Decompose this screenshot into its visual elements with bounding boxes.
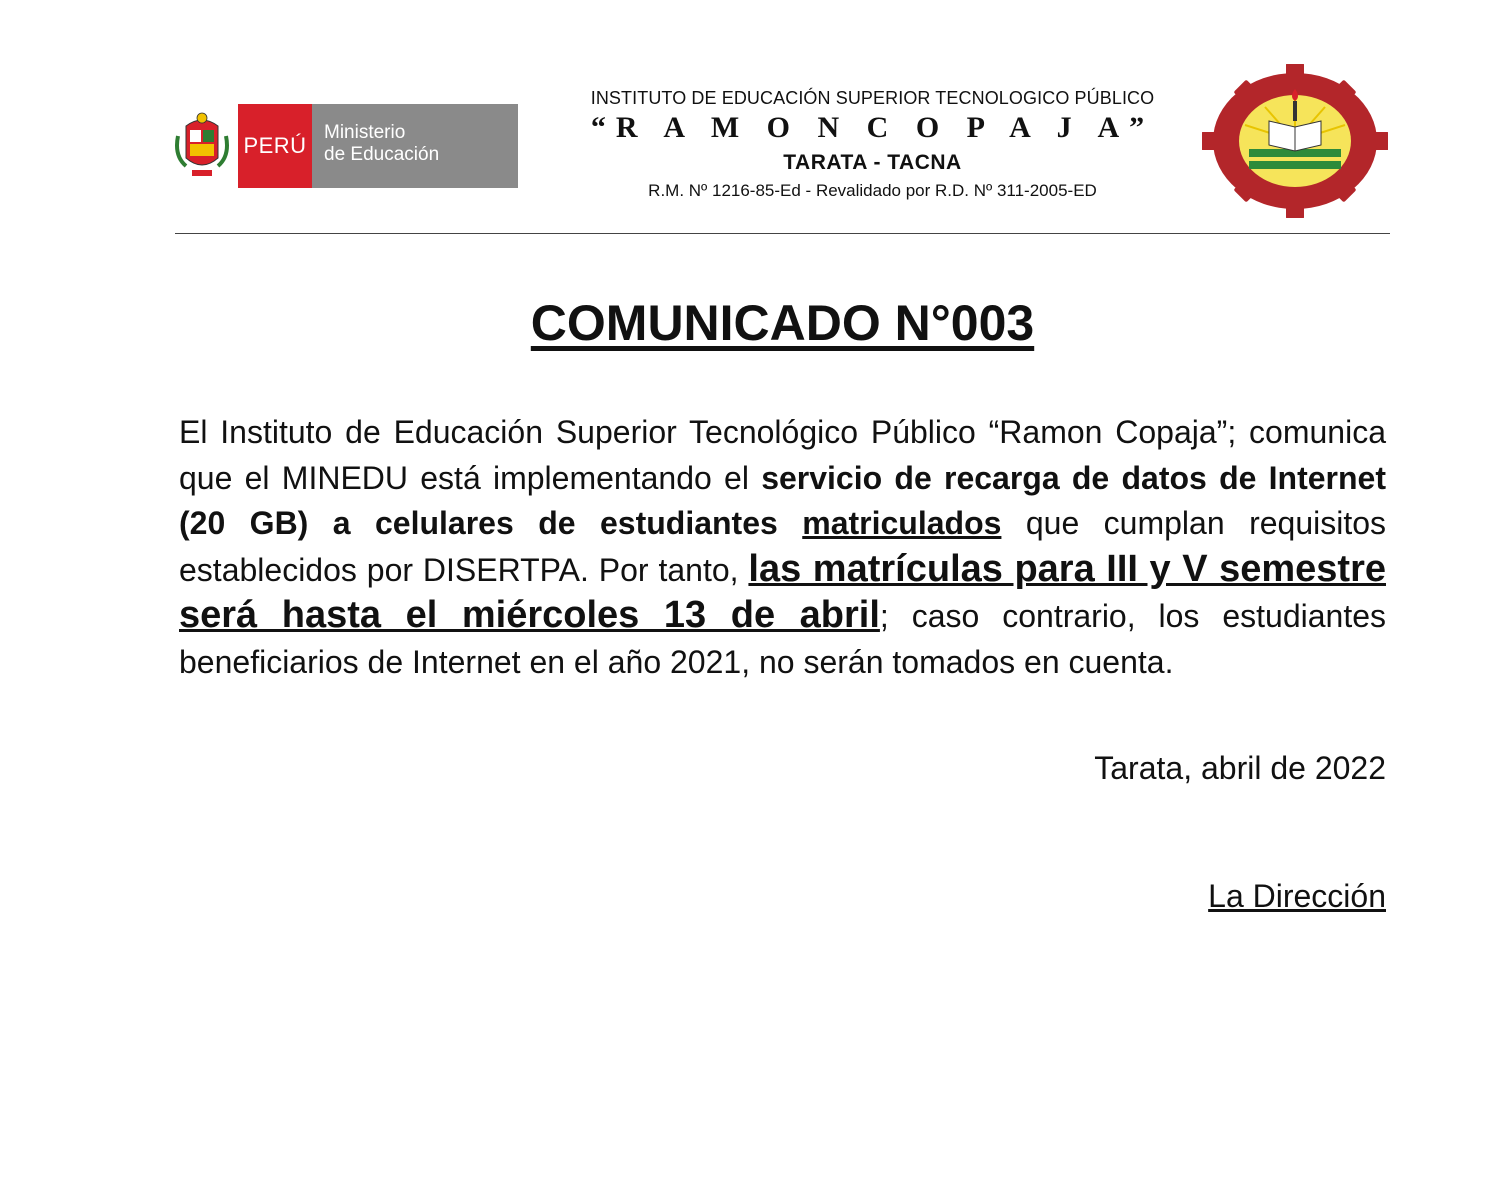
body-text-bold: servicio de recarga de datos de Internet (20 GB) a celulares de estudiantes (179, 459, 1386, 541)
date-line: Tarata, abril de 2022 (1094, 750, 1386, 786)
ministry-line-2: de Educación (324, 144, 440, 165)
peru-label: PERÚ (243, 133, 307, 158)
body-paragraph (179, 410, 1386, 685)
signature (179, 878, 1386, 915)
institute-type: INSTITUTO DE EDUCACIÓN SUPERIOR TECNOLOGICO PÚBLICO (590, 88, 1155, 108)
signature-text: La Dirección (1208, 878, 1386, 914)
body-text-space (778, 505, 802, 541)
body-text-3: ; caso contrario, los estudiantes beneficiarios de Internet en el año 2021, no serán tomados en cuenta. (179, 598, 1387, 680)
institute-header (540, 88, 1205, 201)
peru-crest-icon (172, 106, 232, 186)
page-title: COMUNICADO N°003 (530, 295, 1035, 351)
institute-seal-icon (1202, 64, 1388, 218)
body-text-1: El Instituto de Educación Superior Tecnológico Público “Ramon Copaja”; comunica que el MINEDU está implementando el (179, 414, 1386, 496)
peru-label-box (238, 104, 312, 188)
institute-name: “R A M O N C O P A J A” (590, 111, 1155, 144)
body-text-underlined: matriculados (802, 505, 1002, 541)
institute-location: TARATA - TACNA (783, 151, 962, 174)
institute-resolution: R.M. Nº 1216-85-Ed - Revalidado por R.D. Nº 311-2005-ED (648, 181, 1097, 200)
minedu-logo (172, 100, 520, 192)
body-text-2: que cumplan requisitos establecidos por DISERTPA. Por tanto, (179, 505, 1387, 588)
ministry-label-box (312, 104, 518, 188)
ministry-line-1: Ministerio (324, 122, 406, 143)
header-divider (175, 233, 1390, 234)
body-text-highlight: las matrículas para III y V semestre será hasta el miércoles 13 de abril (179, 547, 1386, 636)
